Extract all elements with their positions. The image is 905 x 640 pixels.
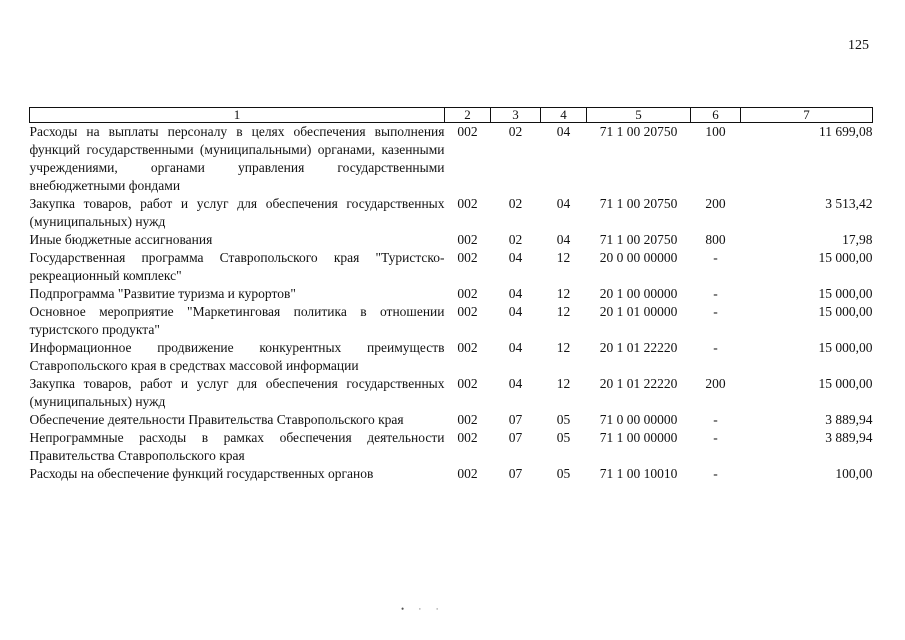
header-col-7: 7 — [741, 108, 873, 123]
amount-cell: 100,00 — [835, 466, 873, 481]
row-name-cell: Непрограммные расходы в рамках обеспечения деятельности Правительства Ставропольского края — [29, 430, 445, 463]
amount-cell: 3 513,42 — [825, 196, 873, 211]
budget-table — [29, 107, 873, 483]
row-name-cell: Иные бюджетные ассигнования — [29, 232, 213, 247]
header-col-4: 4 — [541, 108, 587, 123]
row-name-cell: Закупка товаров, работ и услуг для обеспечения государственных (муниципальных) нужд — [29, 376, 445, 409]
code-cell: 002 — [457, 466, 478, 481]
section-cell: 02 — [508, 196, 523, 211]
target-article-cell: 71 1 00 20750 — [599, 232, 678, 247]
amount-cell: 15 000,00 — [818, 340, 873, 355]
table-row — [30, 303, 873, 339]
expense-type-cell: - — [713, 250, 718, 265]
expense-type-cell: 200 — [705, 196, 726, 211]
table-row — [30, 411, 873, 429]
code-cell: 002 — [457, 232, 478, 247]
code-cell: 002 — [457, 250, 478, 265]
subsection-cell: 04 — [556, 232, 571, 247]
expense-type-cell: 200 — [705, 376, 726, 391]
section-cell: 04 — [508, 340, 523, 355]
table-body — [30, 123, 873, 484]
table-row — [30, 231, 873, 249]
subsection-cell: 05 — [556, 412, 571, 427]
scan-artifact: • · · — [401, 604, 445, 614]
table-row — [30, 195, 873, 231]
amount-cell: 17,98 — [842, 232, 873, 247]
row-name-cell: Обеспечение деятельности Правительства Ставропольского края — [29, 412, 404, 427]
section-cell: 07 — [508, 412, 523, 427]
target-article-cell: 71 1 00 00000 — [599, 430, 678, 445]
code-cell: 002 — [457, 196, 478, 211]
section-cell: 04 — [508, 376, 523, 391]
section-cell: 04 — [508, 304, 523, 319]
subsection-cell: 04 — [556, 124, 571, 139]
amount-cell: 15 000,00 — [818, 286, 873, 301]
target-article-cell: 20 0 00 00000 — [599, 250, 678, 265]
expense-type-cell: 100 — [705, 124, 726, 139]
target-article-cell: 20 1 00 00000 — [599, 286, 678, 301]
code-cell: 002 — [457, 304, 478, 319]
subsection-cell: 04 — [556, 196, 571, 211]
code-cell: 002 — [457, 286, 478, 301]
row-name-cell: Расходы на выплаты персоналу в целях обеспечения выполнения функций государственными (муниципальными) органами, казенными учреждениями, органами управления государственными внебюджетными фондами — [29, 124, 445, 193]
table-row — [30, 429, 873, 465]
section-cell: 07 — [508, 466, 523, 481]
target-article-cell: 71 1 00 10010 — [599, 466, 678, 481]
table-row — [30, 465, 873, 483]
table-row — [30, 339, 873, 375]
amount-cell: 11 699,08 — [819, 124, 873, 139]
row-name-cell: Закупка товаров, работ и услуг для обеспечения государственных (муниципальных) нужд — [29, 196, 445, 229]
section-cell: 02 — [508, 124, 523, 139]
target-article-cell: 20 1 01 22220 — [599, 340, 678, 355]
subsection-cell: 05 — [556, 466, 571, 481]
target-article-cell: 20 1 01 22220 — [599, 376, 678, 391]
subsection-cell: 12 — [556, 304, 571, 319]
subsection-cell: 12 — [556, 250, 571, 265]
table-row — [30, 123, 873, 196]
row-name-cell: Информационное продвижение конкурентных преимуществ Ставропольского края в средствах массовой информации — [29, 340, 445, 373]
header-col-6: 6 — [691, 108, 741, 123]
header-col-3: 3 — [491, 108, 541, 123]
expense-type-cell: - — [713, 430, 718, 445]
target-article-cell: 71 0 00 00000 — [599, 412, 678, 427]
code-cell: 002 — [457, 376, 478, 391]
target-article-cell: 71 1 00 20750 — [599, 196, 678, 211]
section-cell: 04 — [508, 250, 523, 265]
amount-cell: 15 000,00 — [818, 304, 873, 319]
expense-type-cell: - — [713, 412, 718, 427]
page-number: 125 — [848, 38, 869, 53]
amount-cell: 15 000,00 — [818, 250, 873, 265]
expense-type-cell: - — [713, 340, 718, 355]
amount-cell: 15 000,00 — [818, 376, 873, 391]
table-row — [30, 249, 873, 285]
table-row — [30, 375, 873, 411]
target-article-cell: 71 1 00 20750 — [599, 124, 678, 139]
table-row — [30, 285, 873, 303]
subsection-cell: 12 — [556, 340, 571, 355]
row-name-cell: Основное мероприятие "Маркетинговая политика в отношении туристского продукта" — [29, 304, 445, 337]
code-cell: 002 — [457, 430, 478, 445]
code-cell: 002 — [457, 412, 478, 427]
amount-cell: 3 889,94 — [825, 430, 873, 445]
header-row — [30, 108, 873, 123]
expense-type-cell: 800 — [705, 232, 726, 247]
code-cell: 002 — [457, 340, 478, 355]
header-col-5: 5 — [587, 108, 691, 123]
amount-cell: 3 889,94 — [825, 412, 873, 427]
expense-type-cell: - — [713, 286, 718, 301]
section-cell: 04 — [508, 286, 523, 301]
section-cell: 02 — [508, 232, 523, 247]
code-cell: 002 — [457, 124, 478, 139]
expense-type-cell: - — [713, 304, 718, 319]
subsection-cell: 12 — [556, 376, 571, 391]
section-cell: 07 — [508, 430, 523, 445]
subsection-cell: 12 — [556, 286, 571, 301]
row-name-cell: Расходы на обеспечение функций государственных органов — [29, 466, 374, 481]
expense-type-cell: - — [713, 466, 718, 481]
row-name-cell: Подпрограмма "Развитие туризма и курортов" — [29, 286, 296, 301]
row-name-cell: Государственная программа Ставропольского края "Туристско-рекреационный комплекс" — [29, 250, 445, 283]
header-col-1: 1 — [30, 108, 445, 123]
subsection-cell: 05 — [556, 430, 571, 445]
target-article-cell: 20 1 01 00000 — [599, 304, 678, 319]
header-col-2: 2 — [445, 108, 491, 123]
